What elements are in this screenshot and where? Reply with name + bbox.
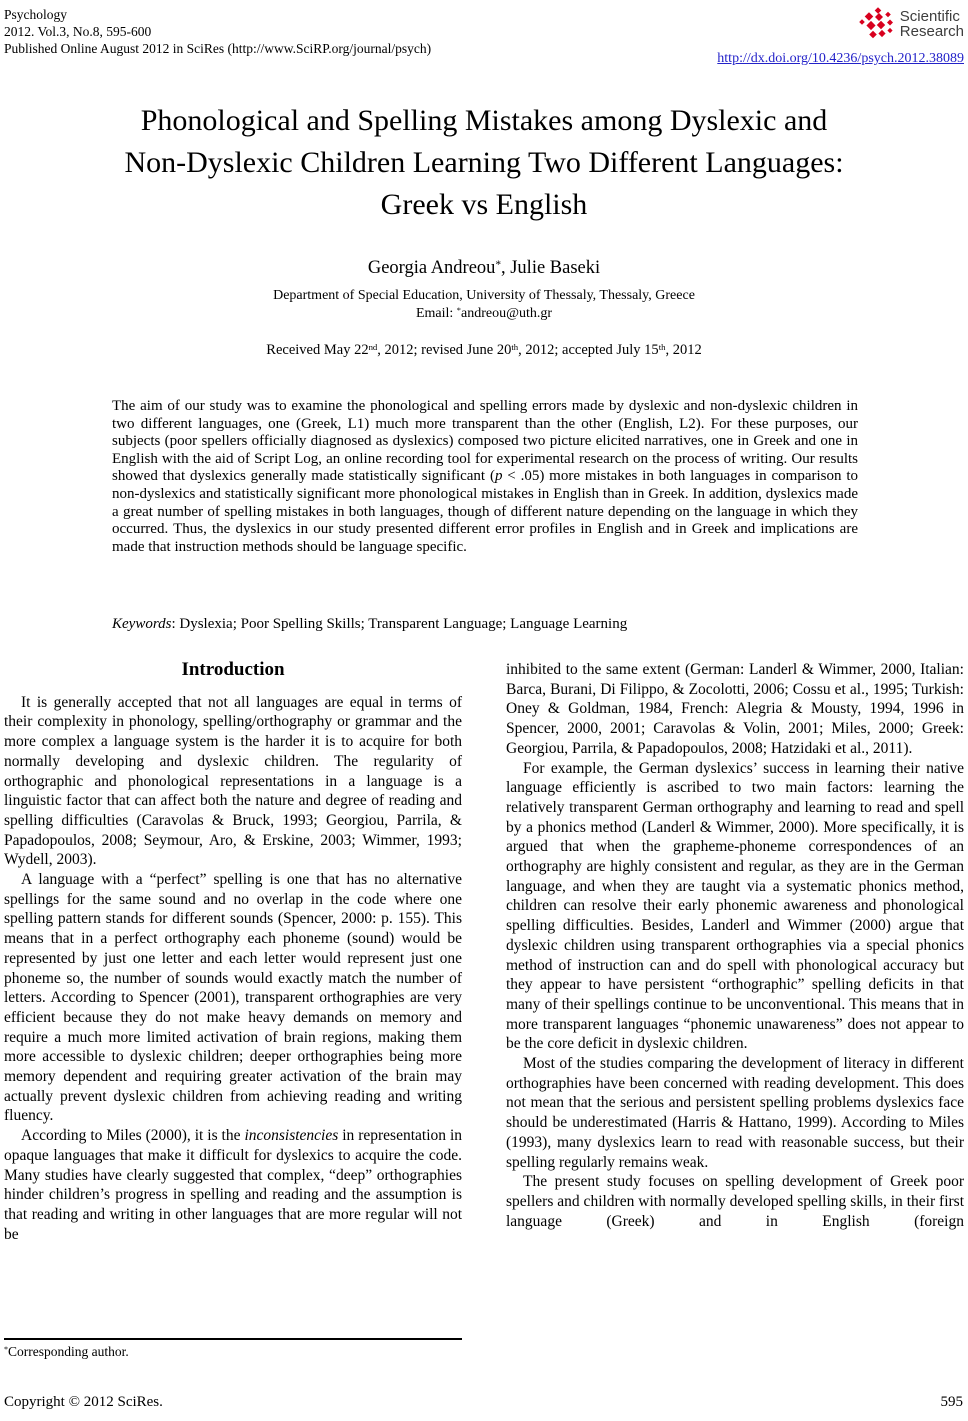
journal-name: Psychology	[4, 7, 68, 22]
intro-paragraph-3: According to Miles (2000), it is the inconsistencies in representation in opaque languages that make it difficult for dyslexics to acquire the code. Many studies have clearly suggested that complex, “deep” orthographies hinder children’s progress in spelling and reading and the assumption is that reading and writing in other languages that are more regular will not be	[4, 1127, 462, 1243]
footnote-block	[4, 1338, 462, 1360]
authors-line: Georgia Andreou*, Julie Baseki	[367, 258, 601, 278]
title-line-3: Greek vs English	[380, 188, 588, 221]
paper-title	[0, 100, 968, 226]
footnote-rule	[4, 1338, 462, 1340]
intro-paragraph-2: A language with a “perfect” spelling is one that has no alternative spellings for the same sound and no overlap in the code where one spelling pattern stands for different sounds (Spencer, 2000: p. 155). This means that in a perfect orthography each phoneme (sound) would be represented by just one letter and each letter would represent just one phoneme so, the number of sounds would exactly match the number of letters. According to Spencer (2001), transparent orthographies are very efficient because they do not make heavy demands on memory and require a much more limited activation of brain regions, making them more accessible to dyslexic children; deeper orthographies being more memory dependent and requiring greater activation of the brain may actually prevent dyslexic children from achieving reading and writing fluency.	[4, 871, 462, 1125]
doi-link[interactable]: http://dx.doi.org/10.4236/psych.2012.38089	[717, 51, 964, 66]
red-diamonds-icon	[857, 6, 895, 42]
journal-issue-line: 2012. Vol.3, No.8, 595-600	[4, 24, 152, 39]
intro-paragraph-6: The present study focuses on spelling development of Greek poor spellers and children with normally developed spelling skills, in their first language (Greek) and in English (foreign	[506, 1173, 964, 1230]
publisher-name	[900, 9, 964, 40]
copyright-text: Copyright © 2012 SciRes.	[4, 1394, 163, 1410]
abstract-text: The aim of our study was to examine the phonological and spelling errors made by dyslexic and non-dyslexic children in two different languages, one (Greek, L1) much more transparent than the other (English, L2). For these purposes, our subjects (poor spellers officially diagnosed as dyslexics) composed two picture elicited narratives, one in Greek and one in English with the aid of Script Log, an online recording tool for experimental research on the process of writing. Our results showed that dyslexics generally made statistically significant (p < .05) more mistakes in both languages in comparison to non-dyslexics and statistically significant more phonological mistakes in English than in Greek. In addition, dyslexics made a great number of spelling mistakes in both languages, though of different nature depending on the language in which they occurred. Thus, the dyslexics in our study presented different error profiles in English and in Greek and implications are made that instruction methods should be language specific.	[112, 398, 858, 555]
journal-info	[4, 6, 431, 67]
footnote-text: *Corresponding author.	[4, 1344, 129, 1359]
intro-paragraph-1: It is generally accepted that not all languages are equal in terms of their complexity in phonology, spelling/orthography or grammar and the more complex a language system is the harder it is to acquire for both normally developing and dyslexic children. The regularity of orthographic and phonological representations in a language is a linguistic factor that can affect both the nature and degree of reading and spelling difficulties (Caravolas & Bruck, 1993; Georgiou, Parrila, & Papadopoulos, 2008; Seymour, Aro, & Erskine, 2003; Wimmer, 1993; Wydell, 2003).	[4, 693, 462, 869]
right-column	[506, 660, 964, 1244]
received-line: Received May 22nd, 2012; revised June 20th, 2012; accepted July 15th, 2012	[266, 342, 702, 358]
body-columns	[4, 660, 964, 1244]
affiliation-line: Department of Special Education, University of Thessaly, Thessaly, Greece	[273, 288, 695, 303]
title-line-1: Phonological and Spelling Mistakes among Dyslexic and	[140, 104, 828, 137]
section-heading-introduction: Introduction	[181, 659, 285, 680]
published-online-line: Published Online August 2012 in SciRes (http://www.SciRP.org/journal/psych)	[4, 41, 432, 56]
publisher-name-line1: Scientific	[899, 7, 960, 25]
keywords-line: Keywords: Dyslexia; Poor Spelling Skills; Transparent Language; Language Learning	[112, 616, 628, 632]
publisher-block	[717, 6, 964, 67]
publisher-name-line2: Research	[899, 23, 964, 40]
intro-paragraph-5: Most of the studies comparing the development of literacy in different orthographies have been concerned with reading development. This does not mean that the serious and persistent spelling problems dyslexics face should be underestimated (Harris & Hattano, 1999). According to Miles (1993), many dyslexics learn to read with reasonable success, but their spelling regularly remains weak.	[506, 1055, 964, 1171]
doi-row	[717, 49, 964, 67]
page-number: 595	[940, 1394, 963, 1410]
title-line-2: Non-Dyslexic Children Learning Two Different Languages:	[124, 146, 844, 179]
scientific-research-logo	[717, 6, 964, 42]
intro-paragraph-4: For example, the German dyslexics’ success in learning their native language efficiently is ascribed to two main factors: learning the relatively transparent German orthography and learning to read and spell by a phonics method (Landerl & Wimmer, 2000). More specifically, it is argued that when the grapheme-phoneme correspondences of an orthography are highly consistent and regular, as they are in the German language, and when they are taught via a systematic phonics method, children can resolve their early phonemic awareness and phonological spelling difficulties. Besides, Landerl and Wimmer (2000) argue that dyslexic children using transparent orthographies via a special phonics method of instruction can and do spell with phonological accuracy but they appear to have persistent “orthographic” spelling deficits in that many of their spellings continue to be unconventional. This means that in more transparent languages “phonemic unawareness” does not appear to be the core deficit in dyslexic children.	[506, 759, 964, 1053]
page-header	[4, 6, 964, 67]
intro-paragraph-3-continued: inhibited to the same extent (German: Landerl & Wimmer, 2000, Italian: Barca, Burani, Di Filippo, & Zocolotti, 2006; Cossu et al., 1995; Turkish: Oney & Goldman, 1984, French: Alegria & Mousty, 1994, 1996 in Spencer, 2000, 2001; Caravolas & Volin, 2001; Miles, 2000; Greek: Georgiou, Parrila, & Papadopoulos, 2008; Hatzidaki et al., 2011).	[506, 661, 964, 757]
left-column	[4, 660, 462, 1244]
email-line: Email: *andreou@uth.gr	[415, 306, 553, 321]
